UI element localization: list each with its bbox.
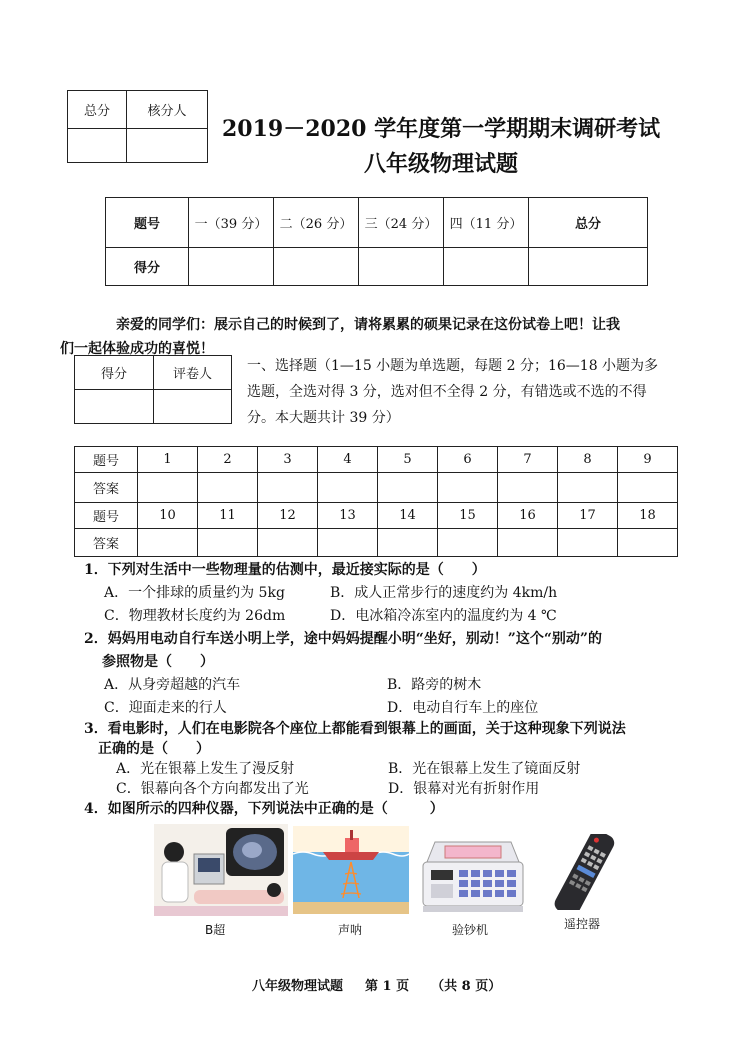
qnum: 12 (258, 503, 318, 529)
answer-cell[interactable] (558, 529, 618, 557)
score-header-part3: 三（24 分） (359, 198, 444, 248)
footer-total: （共 8 页） (431, 979, 502, 994)
score-cell[interactable] (359, 248, 444, 286)
score-cell[interactable] (444, 248, 529, 286)
grader-name-cell[interactable] (154, 390, 232, 424)
page-footer (252, 975, 501, 994)
qnum: 14 (378, 503, 438, 529)
qnum: 5 (378, 447, 438, 473)
score-header-qnum: 题号 (106, 198, 189, 248)
score-cell[interactable] (529, 248, 648, 286)
score-table (105, 197, 648, 286)
q3-option-b[interactable]: B．光在银幕上发生了镜面反射 (388, 761, 581, 777)
answer-cell[interactable] (138, 529, 198, 557)
total-cell[interactable] (68, 129, 127, 163)
q1-option-b[interactable]: B．成人正常步行的速度约为 4km/h (330, 585, 558, 601)
section-1-line-3: 分。本大题共计 39 分） (247, 410, 400, 426)
grader-score-label: 得分 (75, 356, 154, 390)
answer-cell[interactable] (438, 529, 498, 557)
remote-control-image (538, 834, 630, 910)
qnum: 7 (498, 447, 558, 473)
q2-option-d[interactable]: D．电动自行车上的座位 (387, 700, 539, 716)
q2-option-b[interactable]: B．路旁的树木 (387, 677, 482, 693)
score-header-total: 总分 (529, 198, 648, 248)
answer-qnum-label: 题号 (75, 503, 138, 529)
q3-stem-line-1: 3．看电影时，人们在电影院各个座位上都能看到银幕上的画面，关于这种现象下列说法 (84, 721, 626, 737)
answer-cell[interactable] (198, 529, 258, 557)
score-row-label: 得分 (106, 248, 189, 286)
b-ultrasound-image (154, 824, 288, 916)
q1-option-d[interactable]: D．电冰箱冷冻室内的温度约为 4 ℃ (330, 608, 557, 624)
qnum: 4 (318, 447, 378, 473)
exam-subtitle: 八年级物理试题 (364, 151, 519, 177)
grader-score-cell[interactable] (75, 390, 154, 424)
qnum: 1 (138, 447, 198, 473)
q1-option-c[interactable]: C．物理教材长度约为 26dm (104, 608, 286, 624)
money-detector-image (419, 836, 527, 914)
qnum: 13 (318, 503, 378, 529)
grader-box (74, 355, 232, 424)
q3-stem-line-2: 正确的是（ ） (98, 741, 210, 757)
corner-score-box (67, 90, 208, 163)
answer-label: 答案 (75, 529, 138, 557)
answer-cell[interactable] (618, 473, 678, 503)
qnum: 17 (558, 503, 618, 529)
checker-cell[interactable] (127, 129, 208, 163)
caption-b-ultrasound: B超 (205, 923, 226, 937)
answer-cell[interactable] (378, 473, 438, 503)
q3-option-a[interactable]: A．光在银幕上发生了漫反射 (116, 761, 295, 777)
score-header-part2: 二（26 分） (274, 198, 359, 248)
q1-option-a[interactable]: A．一个排球的质量约为 5kg (104, 585, 285, 601)
answer-cell[interactable] (258, 529, 318, 557)
answer-cell[interactable] (438, 473, 498, 503)
qnum: 3 (258, 447, 318, 473)
footer-page: 第 1 页 (365, 979, 410, 994)
answer-cell[interactable] (498, 473, 558, 503)
answer-cell[interactable] (258, 473, 318, 503)
grader-label: 评卷人 (154, 356, 232, 390)
caption-remote-control: 遥控器 (564, 917, 601, 931)
q4-stem: 4．如图所示的四种仪器，下列说法中正确的是（ ） (84, 801, 444, 817)
answer-cell[interactable] (138, 473, 198, 503)
exam-title: 2019－2020 学年度第一学期期末调研考试 (222, 116, 661, 142)
answer-cell[interactable] (318, 473, 378, 503)
score-cell[interactable] (274, 248, 359, 286)
score-cell[interactable] (189, 248, 274, 286)
qnum: 18 (618, 503, 678, 529)
section-1-line-2: 选题，全选对得 3 分，选对但不全得 2 分，有错选或不选的不得 (247, 384, 647, 400)
answer-cell[interactable] (498, 529, 558, 557)
caption-sonar: 声呐 (338, 923, 363, 937)
intro-line-1: 亲爱的同学们：展示自己的时候到了，请将累累的硕果记录在这份试卷上吧！让我 (116, 317, 620, 333)
q2-stem-line-1: 2．妈妈用电动自行车送小明上学，途中妈妈提醒小明“坐好，别动！”这个“别动”的 (84, 631, 602, 647)
footer-title: 八年级物理试题 (252, 979, 344, 994)
intro-line-2: 们一起体验成功的喜悦！ (60, 341, 214, 357)
qnum: 10 (138, 503, 198, 529)
q3-option-c[interactable]: C．银幕向各个方向都发出了光 (116, 781, 309, 797)
score-header-part4: 四（11 分） (444, 198, 529, 248)
q2-stem-line-2: 参照物是（ ） (102, 654, 214, 670)
answer-table (74, 446, 678, 557)
checker-label: 核分人 (127, 91, 208, 129)
q3-option-d[interactable]: D．银幕对光有折射作用 (388, 781, 540, 797)
answer-cell[interactable] (198, 473, 258, 503)
qnum: 15 (438, 503, 498, 529)
answer-cell[interactable] (618, 529, 678, 557)
qnum: 6 (438, 447, 498, 473)
qnum: 11 (198, 503, 258, 529)
answer-cell[interactable] (378, 529, 438, 557)
q1-stem: 1．下列对生活中一些物理量的估测中，最近接实际的是（ ） (84, 562, 486, 578)
answer-label: 答案 (75, 473, 138, 503)
answer-qnum-label: 题号 (75, 447, 138, 473)
total-label: 总分 (68, 91, 127, 129)
caption-money-detector: 验钞机 (452, 923, 489, 937)
answer-cell[interactable] (318, 529, 378, 557)
qnum: 2 (198, 447, 258, 473)
sonar-image (293, 826, 409, 914)
q2-option-c[interactable]: C．迎面走来的行人 (104, 700, 227, 716)
score-header-part1: 一（39 分） (189, 198, 274, 248)
section-1-line-1: 一、选择题（1—15 小题为单选题，每题 2 分；16—18 小题为多 (247, 358, 659, 374)
q2-option-a[interactable]: A．从身旁超越的汽车 (104, 677, 241, 693)
qnum: 8 (558, 447, 618, 473)
qnum: 9 (618, 447, 678, 473)
section-1-heading (247, 353, 677, 431)
qnum: 16 (498, 503, 558, 529)
answer-cell[interactable] (558, 473, 618, 503)
